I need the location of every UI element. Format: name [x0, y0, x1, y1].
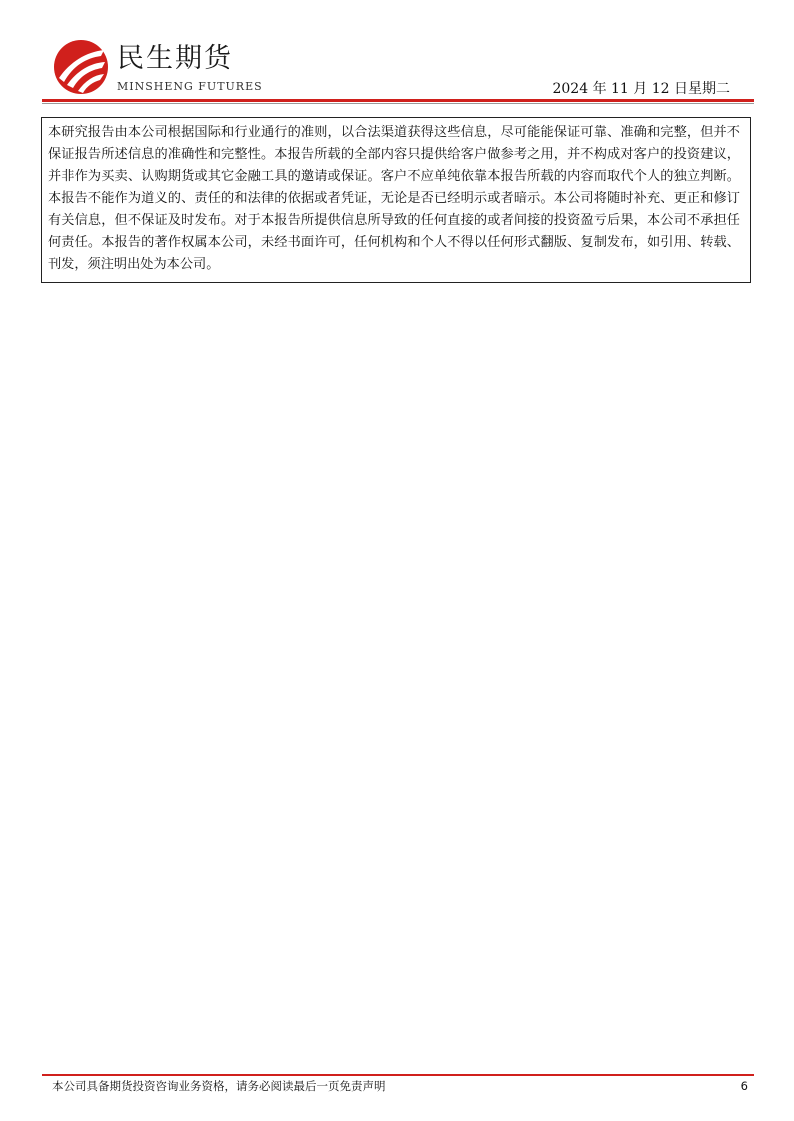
header-divider-gray	[42, 103, 754, 104]
page-number: 6	[740, 1079, 748, 1093]
header-divider-red	[42, 99, 754, 102]
disclaimer-box	[41, 117, 751, 283]
minsheng-logo-icon	[52, 38, 110, 96]
disclaimer-text: 本研究报告由本公司根据国际和行业通行的准则，以合法渠道获得这些信息，尽可能能保证可靠、准确和完整，但并不保证报告所述信息的准确性和完整性。本报告所载的全部内容只提供给客户做参考之用，并不构成对客户的投资建议，并非作为买卖、认购期货或其它金融工具的邀请或保证。客户不应单纯依靠本报告所载的内容而取代个人的独立判断。本报告不能作为道义的、责任的和法律的依据或者凭证，无论是否已经明示或者暗示。本公司将随时补充、更正和修订有关信息，但不保证及时发布。对于本报告所提供信息所导致的任何直接的或者间接的投资盈亏后果，本公司不承担任何责任。本报告的著作权属本公司，未经书面许可，任何机构和个人不得以任何形式翻版、复制发布，如引用、转载、刊发，须注明出处为本公司。	[48, 125, 740, 272]
footer-divider-red	[42, 1074, 754, 1076]
brand-name-en: MINSHENG FUTURES	[117, 80, 263, 93]
brand-name-cn: 民生期货	[117, 43, 233, 74]
footer-notice: 本公司具备期货投资咨询业务资格，请务必阅读最后一页免责声明	[52, 1079, 386, 1093]
report-date: 2024 年 11 月 12 日星期二	[552, 81, 730, 97]
